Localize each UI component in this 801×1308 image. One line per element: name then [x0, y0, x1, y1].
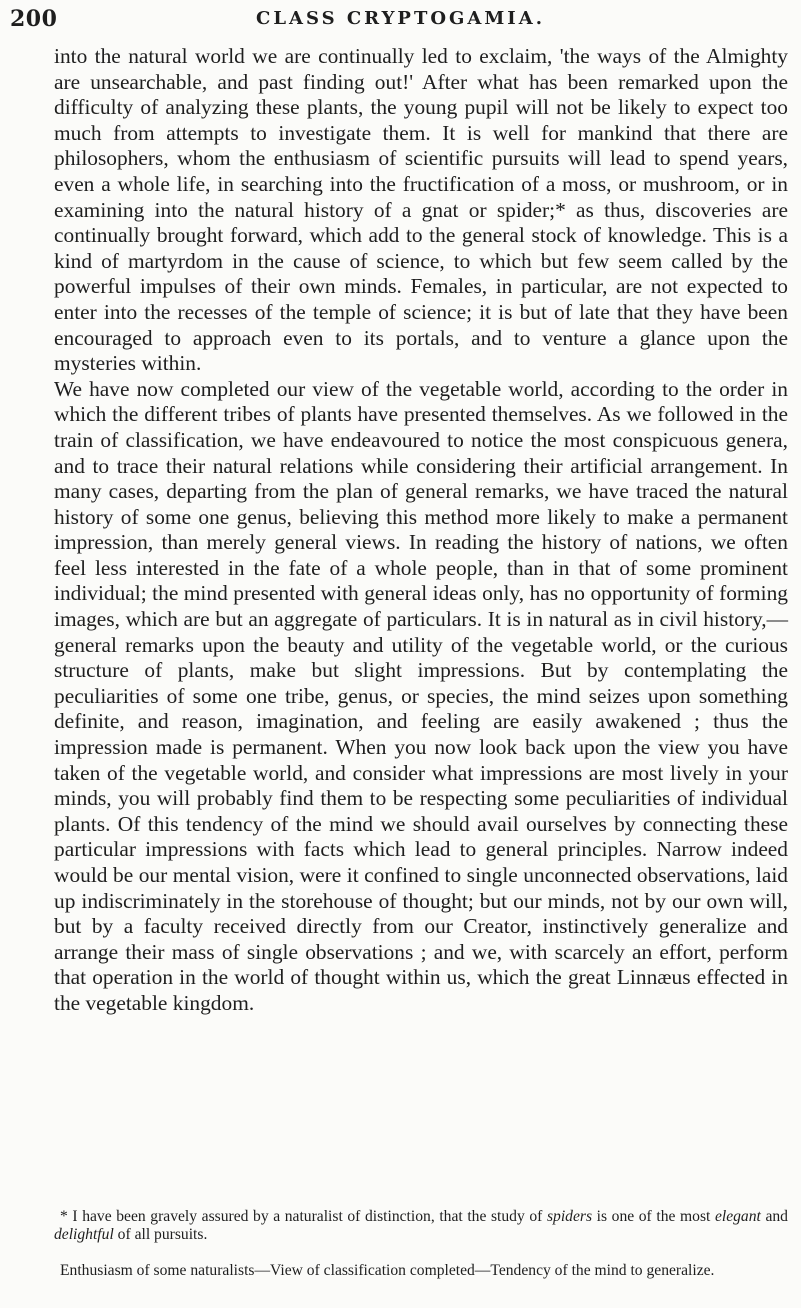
chapter-summary: Enthusiasm of some naturalists—View of classification completed—Tendency of the mind to generalize. — [60, 1262, 715, 1279]
footnote-italic-delightful: delightful — [54, 1225, 114, 1243]
footnote — [54, 1208, 788, 1243]
footnote-text-middle: is one of the most — [592, 1208, 715, 1225]
running-title: CLASS CRYPTOGAMIA. — [256, 8, 545, 29]
footnote-marker: * — [60, 1208, 73, 1225]
paragraph-1: into the natural world we are continually led to exclaim, 'the ways of the Almighty are unsearchable, and past finding out!' After what has been remarked upon the difficulty of analyzing these plants, the young pupil will not be likely to expect too much from attempts to investigate them. It is well for mankind that there are philosophers, whom the enthusiasm of scientific pursuits will lead to spend years, even a whole life, in searching into the fructification of a moss, or mushroom, or in examining into the natural history of a gnat or spider;* as thus, discoveries are continually brought forward, which add to the general stock of knowledge. This is a kind of martyrdom in the cause of science, to which but few seem called by the powerful impulses of their own minds. Females, in particular, are not expected to enter into the recesses of the temple of science; it is but of late that they have been encouraged to approach even to its portals, and to venture a glance upon the mysteries within. — [54, 44, 788, 376]
footnote-italic-spiders: spiders — [546, 1208, 593, 1225]
footnote-text-and: and — [760, 1208, 788, 1225]
footnote-text-after: of all pursuits. — [113, 1225, 208, 1243]
footnote-italic-elegant: elegant — [714, 1208, 761, 1225]
page-number: 200 — [10, 6, 58, 32]
paragraph-2: We have now completed our view of the vegetable world, according to the order in which the different tribes of plants have presented themselves. As we followed in the train of classification, we have endeavoured to notice the most conspicuous genera, and to trace their natural relations while considering their artificial arrangement. In many cases, departing from the plan of general remarks, we have traced the natural history of some one genus, believing this method more likely to make a permanent impression, than merely general views. In reading the history of nations, we often feel less interested in the fate of a whole people, than in that of some prominent individual; the mind presented with general ideas only, has no opportunity of forming images, which are but an aggregate of particulars. It is in natural as in civil history,—general remarks upon the beauty and utility of the vegetable world, or the curious structure of plants, make but slight impressions. But by contemplating the peculiarities of some one tribe, genus, or species, the mind seizes upon something definite, and reason, imagination, and feeling are easily awakened ; thus the impression made is permanent. When you now look back upon the view you have taken of the vegetable world, and consider what impressions are most lively in your minds, you will probably find them to be respecting some peculiarities of individual plants. Of this tendency of the mind we should avail ourselves by connecting these particular impressions with facts which lead to general principles. Narrow indeed would be our mental vision, were it confined to single unconnected observations, laid up indiscriminately in the storehouse of thought; but our minds, not by our own will, but by a faculty received directly from our Creator, instinctively generalize and arrange their mass of single observations ; and we, with scarcely an effort, perform that operation in the world of thought within us, which the great Linnæus effected in the vegetable kingdom. — [54, 376, 788, 1015]
page-header — [0, 6, 801, 36]
footnote-text-before: I have been gravely assured by a naturalist of distinction, that the study of — [72, 1208, 547, 1225]
body-text — [54, 44, 788, 1017]
